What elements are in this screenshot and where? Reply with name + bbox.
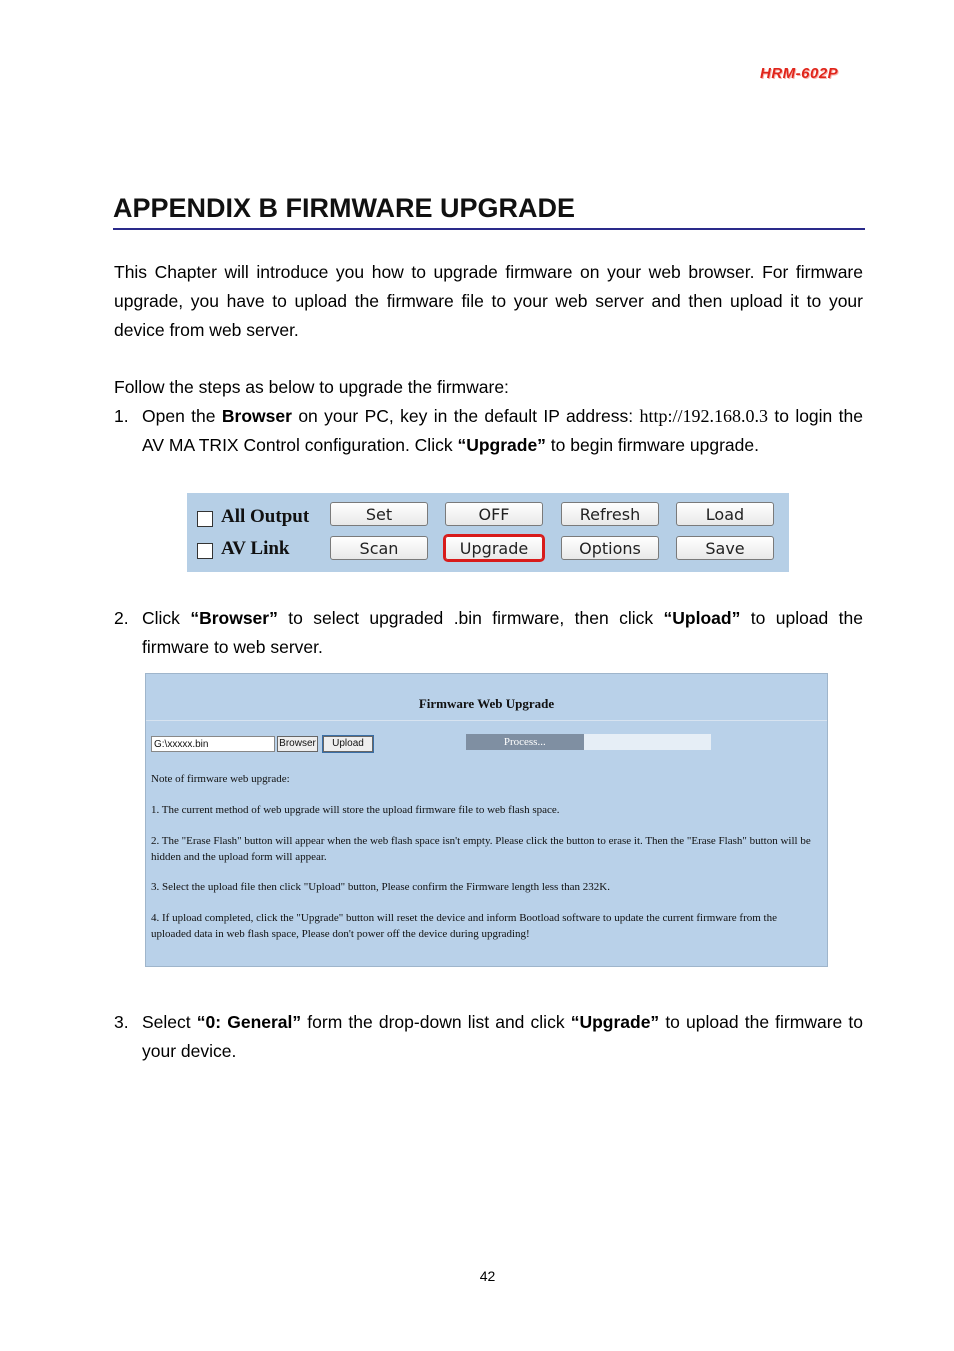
refresh-button[interactable]: Refresh [561, 502, 659, 526]
step-1 [114, 402, 863, 460]
step-text: to upload the firmware to your device. [142, 1012, 863, 1061]
note-item: 3. Select the upload file then click "Upload" button, Please confirm the Firmware length less than 232K. [151, 881, 610, 893]
step-number: 2. [114, 608, 129, 628]
progress-fill: Process... [466, 734, 584, 750]
scan-button[interactable]: Scan [330, 536, 428, 560]
step-text: form the drop-down list and click [301, 1012, 571, 1032]
set-button[interactable]: Set [330, 502, 428, 526]
control-panel-screenshot [187, 493, 789, 572]
save-button[interactable]: Save [676, 536, 774, 560]
progress-bar [466, 734, 711, 750]
page-number: 42 [479, 1268, 496, 1284]
note-item: 4. If upload completed, click the "Upgrade" button will reset the device and inform Bootload software to update the current firmware from the uploaded data in web flash space, Please don't power off the device during upgrading! [151, 912, 777, 940]
step-bold: “Upgrade” [570, 1012, 660, 1032]
step-text: Click [142, 608, 191, 628]
all-output-label: All Output [221, 506, 310, 527]
intro-paragraph: This Chapter will introduce you how to upgrade firmware on your web browser. For firmware upgrade, you have to upload the firmware file to your web server and then upload it to your device from web server. [114, 262, 863, 340]
step-bold: Browser [221, 406, 292, 426]
step-bold: “Browser” [190, 608, 278, 628]
note-item: 1. The current method of web upgrade will store the upload firmware file to web flash space. [151, 804, 560, 816]
upgrade-button[interactable]: Upgrade [445, 536, 543, 560]
load-button[interactable]: Load [676, 502, 774, 526]
av-link-label: AV Link [221, 538, 290, 559]
off-button[interactable]: OFF [445, 502, 543, 526]
step-bold: “0: General” [196, 1012, 302, 1032]
step-3 [114, 1008, 863, 1066]
step-bold: “Upload” [663, 608, 741, 628]
note-item: 2. The "Erase Flash" button will appear when the web flash space isn't empty. Please click the button to erase it. Then the "Erase Flash" button will be hidden and the upload form will appear. [151, 835, 811, 863]
step-text: to upload the firmware to web server. [142, 608, 864, 657]
all-output-checkbox[interactable] [197, 511, 213, 527]
step-text: on your PC, key in the default IP address: [291, 406, 640, 426]
options-button[interactable]: Options [561, 536, 659, 560]
upload-button[interactable]: Upload [323, 736, 373, 752]
step-number: 1. [114, 406, 129, 426]
firmware-file-input[interactable]: G:\xxxxx.bin [151, 736, 275, 752]
step-text: Open the [142, 406, 222, 426]
divider [146, 720, 827, 721]
browse-button[interactable]: Browser [277, 736, 318, 752]
firmware-upgrade-title: Firmware Web Upgrade [418, 696, 555, 711]
page-title: APPENDIX B FIRMWARE UPGRADE [113, 193, 865, 230]
step-2 [114, 604, 863, 662]
step-text: to select upgraded .bin firmware, then click [277, 608, 664, 628]
step-text: Select [142, 1012, 197, 1032]
step-bold: “Upgrade” [457, 435, 546, 455]
follow-text: Follow the steps as below to upgrade the firmware: [114, 377, 509, 397]
step-text: to begin firmware upgrade. [545, 435, 759, 455]
firmware-web-upgrade-screenshot [145, 673, 828, 967]
step-number: 3. [114, 1012, 129, 1032]
note-heading: Note of firmware web upgrade: [151, 773, 290, 785]
step-text: to login the AV MA TRIX Control configuration. Click [142, 406, 863, 455]
ip-address: http://192.168.0.3 [639, 406, 768, 426]
model-name: HRM-602P [760, 65, 839, 82]
av-link-checkbox[interactable] [197, 543, 213, 559]
